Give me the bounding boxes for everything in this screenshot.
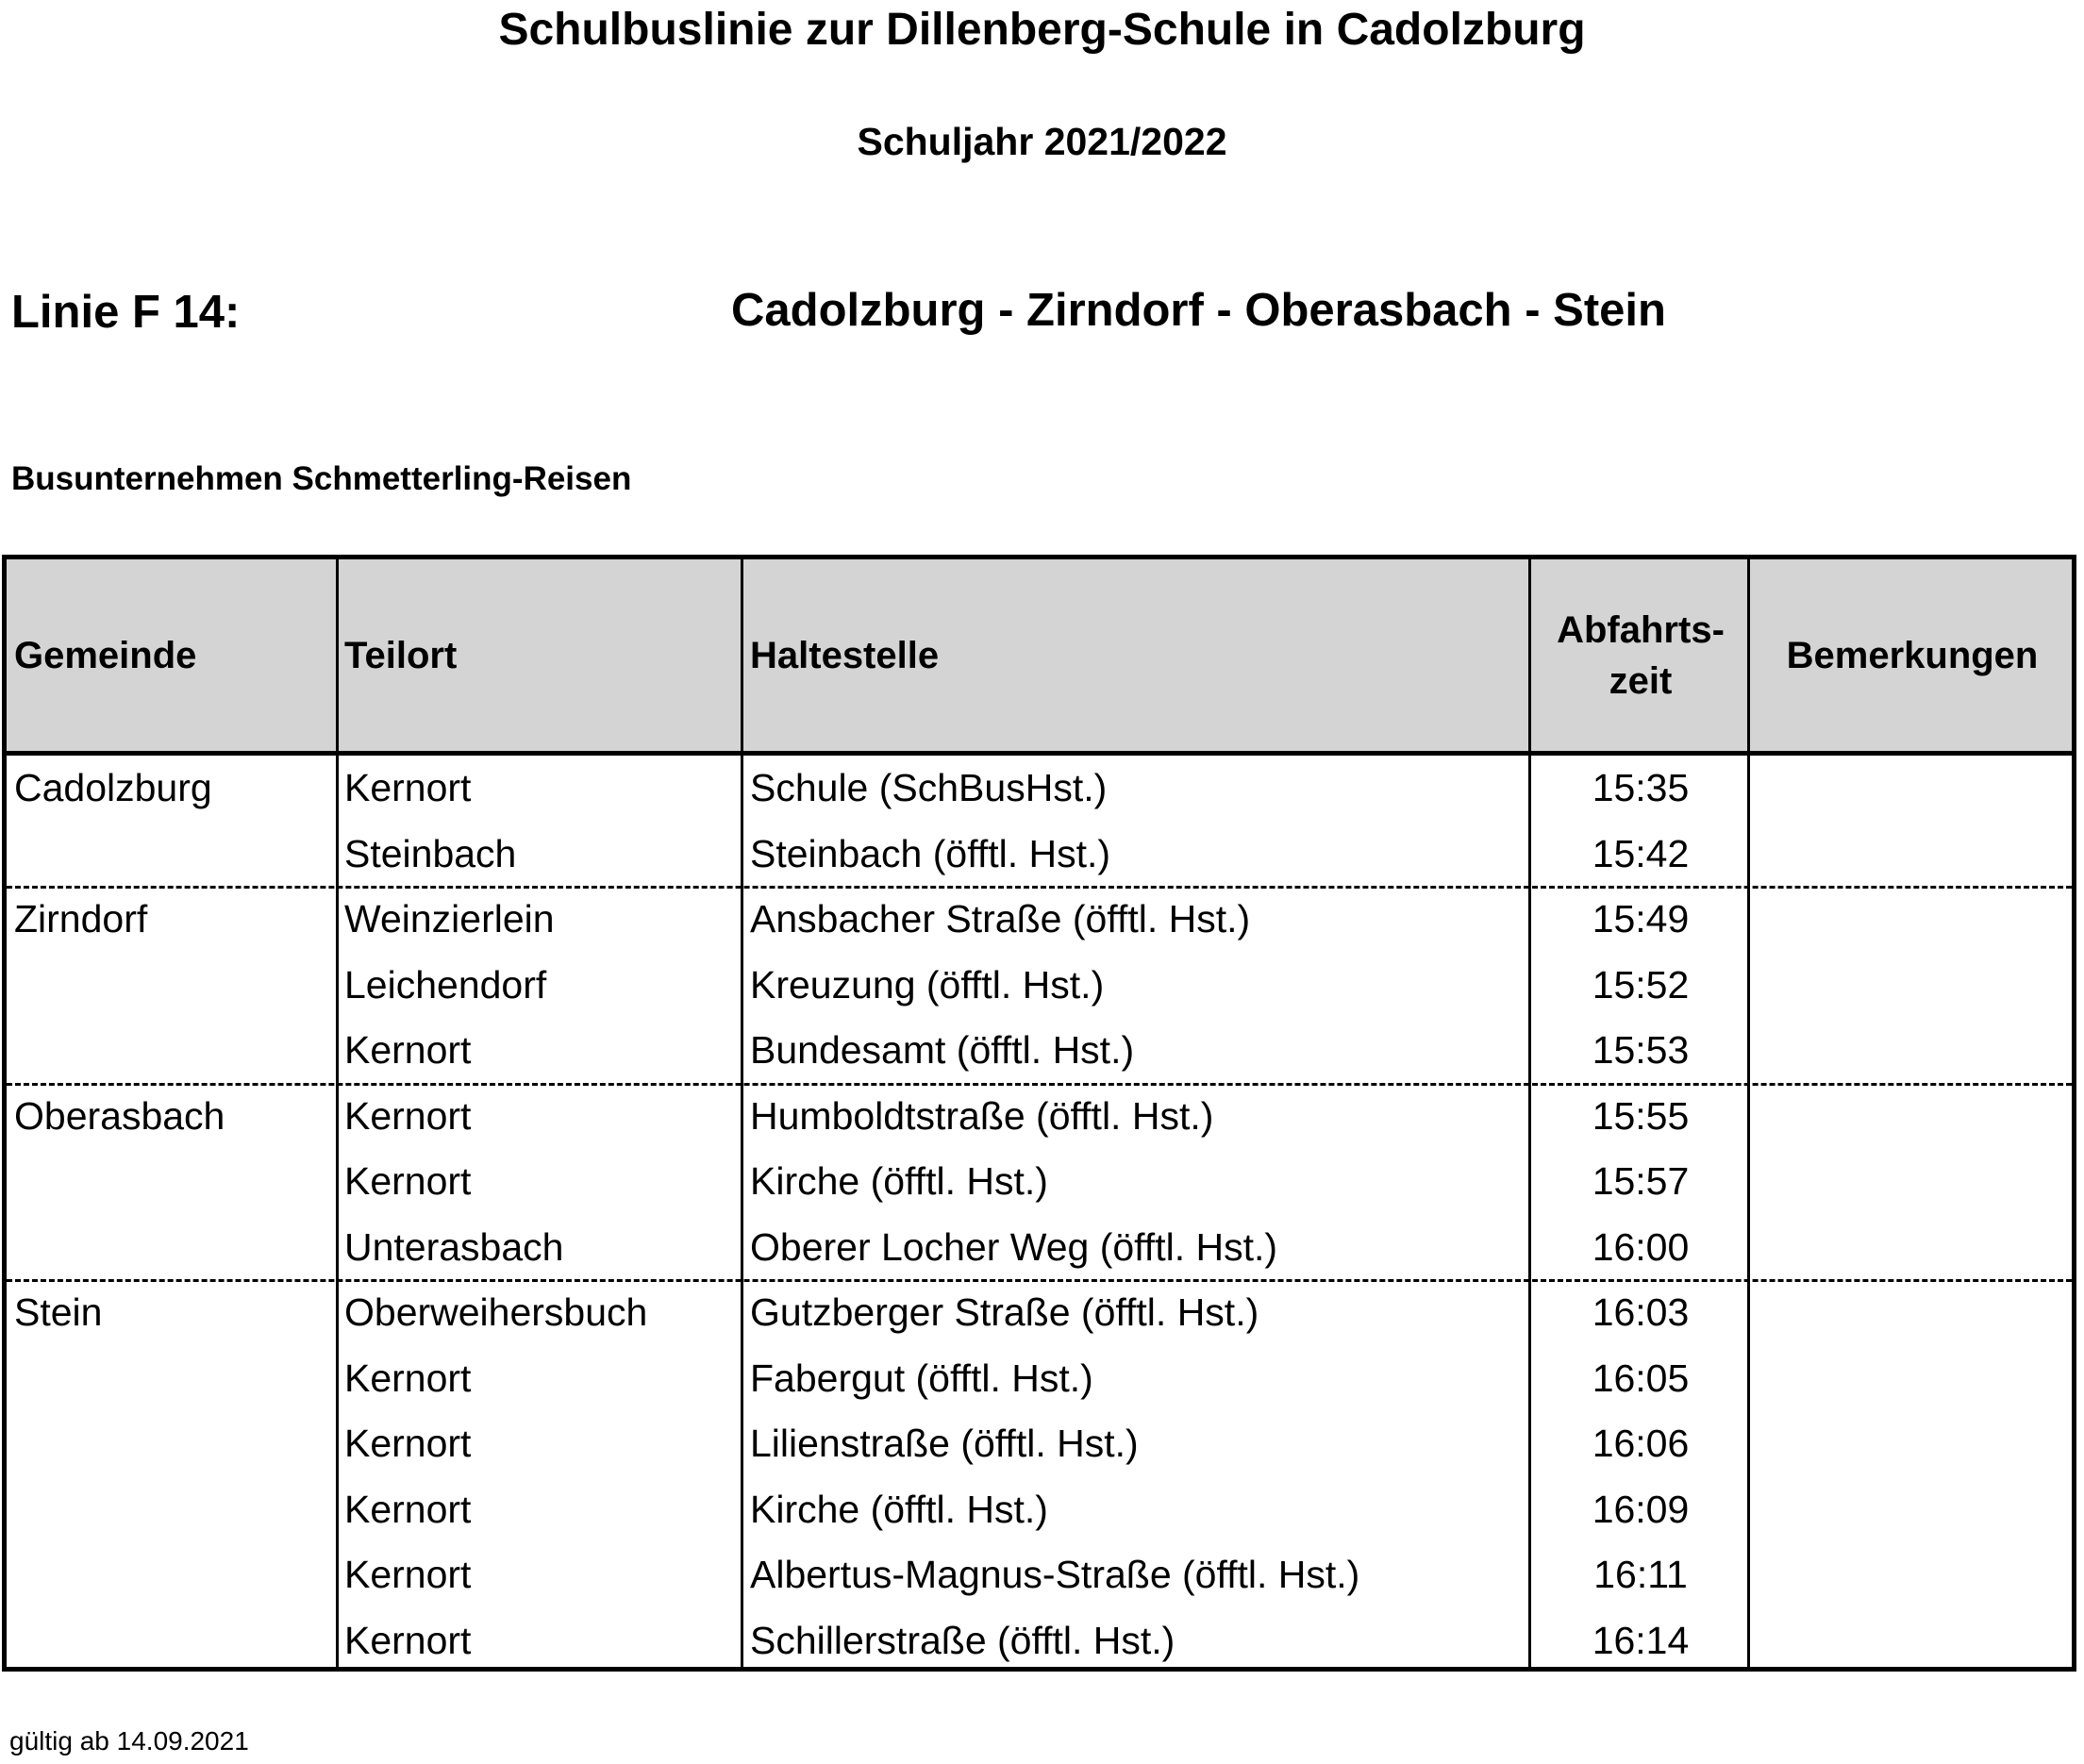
cell-abfahrtszeit: 15:57 xyxy=(1592,1159,1690,1204)
cell-haltestelle: Humboldtstraße (öfftl. Hst.) xyxy=(750,1093,1214,1138)
cell-haltestelle: Schillerstraße (öfftl. Hst.) xyxy=(750,1618,1175,1662)
cell-bemerkung xyxy=(1752,1542,2073,1608)
header-teilort: Teilort xyxy=(344,634,458,676)
cell-abfahrtszeit: 16:14 xyxy=(1592,1618,1690,1662)
cell-abfahrtszeit: 15:49 xyxy=(1592,897,1690,941)
table-row xyxy=(7,1608,2072,1674)
cell-teilort: Kernort xyxy=(344,1553,472,1597)
cell-teilort: Oberweihersbuch xyxy=(344,1290,648,1335)
cell-haltestelle: Ansbacher Straße (öfftl. Hst.) xyxy=(750,897,1251,941)
route-description: Cadolzburg - Zirndorf - Oberasbach - Stein xyxy=(731,285,1666,336)
cell-teilort: Leichendorf xyxy=(344,962,547,1007)
column-divider xyxy=(1528,559,1531,1667)
header-haltestelle: Haltestelle xyxy=(750,634,940,676)
cell-abfahrtszeit: 16:06 xyxy=(1592,1422,1690,1466)
cell-abfahrtszeit: 15:55 xyxy=(1592,1093,1690,1138)
cell-teilort: Kernort xyxy=(344,766,472,810)
cell-teilort: Kernort xyxy=(344,1093,472,1138)
cell-haltestelle: Schule (SchBusHst.) xyxy=(750,766,1108,810)
cell-teilort: Steinbach xyxy=(344,831,517,875)
cell-gemeinde: Oberasbach xyxy=(14,1093,225,1138)
cell-teilort: Kernort xyxy=(344,1356,472,1400)
cell-haltestelle: Fabergut (öfftl. Hst.) xyxy=(750,1356,1093,1400)
cell-haltestelle: Gutzberger Straße (öfftl. Hst.) xyxy=(750,1290,1259,1335)
header-bemerkungen: Bemerkungen xyxy=(1786,634,2039,676)
cell-haltestelle: Steinbach (öfftl. Hst.) xyxy=(750,831,1111,875)
cell-bemerkung xyxy=(1752,756,2073,822)
table-row xyxy=(7,1149,2072,1215)
cell-gemeinde: Stein xyxy=(14,1290,103,1335)
header-abfahrtszeit xyxy=(1532,559,1749,751)
school-year: Schuljahr 2021/2022 xyxy=(857,120,1227,163)
timetable xyxy=(2,555,2076,1672)
cell-teilort: Kernort xyxy=(344,1487,472,1531)
cell-teilort: Kernort xyxy=(344,1159,472,1204)
table-row xyxy=(7,1411,2072,1477)
cell-abfahrtszeit: 16:09 xyxy=(1592,1487,1690,1531)
table-row xyxy=(7,1280,2072,1346)
cell-abfahrtszeit: 15:52 xyxy=(1592,962,1690,1007)
cell-abfahrtszeit: 15:35 xyxy=(1592,766,1690,810)
cell-bemerkung xyxy=(1752,1149,2073,1215)
table-row xyxy=(7,1084,2072,1150)
cell-bemerkung xyxy=(1752,1411,2073,1477)
cell-haltestelle: Albertus-Magnus-Straße (öfftl. Hst.) xyxy=(750,1553,1360,1597)
cell-bemerkung xyxy=(1752,1215,2073,1281)
table-row xyxy=(7,1346,2072,1412)
cell-abfahrtszeit: 16:03 xyxy=(1592,1290,1690,1335)
table-row xyxy=(7,1542,2072,1608)
table-header xyxy=(7,559,2072,756)
document-title: Schulbuslinie zur Dillenberg-Schule in Cadolzburg xyxy=(498,5,1586,55)
cell-bemerkung xyxy=(1752,1280,2073,1346)
cell-haltestelle: Kreuzung (öfftl. Hst.) xyxy=(750,962,1105,1007)
cell-bemerkung xyxy=(1752,1477,2073,1543)
cell-abfahrtszeit: 16:11 xyxy=(1593,1553,1688,1597)
cell-gemeinde: Zirndorf xyxy=(14,897,148,941)
cell-bemerkung xyxy=(1752,953,2073,1019)
cell-haltestelle: Kirche (öfftl. Hst.) xyxy=(750,1487,1048,1531)
cell-bemerkung xyxy=(1752,1084,2073,1150)
cell-bemerkung xyxy=(1752,887,2073,953)
cell-haltestelle: Lilienstraße (öfftl. Hst.) xyxy=(750,1422,1139,1466)
cell-abfahrtszeit: 15:53 xyxy=(1592,1028,1690,1073)
table-row xyxy=(7,756,2072,822)
cell-abfahrtszeit: 15:42 xyxy=(1592,831,1690,875)
cell-teilort: Kernort xyxy=(344,1028,472,1073)
table-row xyxy=(7,887,2072,953)
cell-bemerkung xyxy=(1752,1346,2073,1412)
cell-teilort: Kernort xyxy=(344,1422,472,1466)
column-divider xyxy=(741,559,743,1667)
cell-haltestelle: Bundesamt (öfftl. Hst.) xyxy=(750,1028,1135,1073)
header-gemeinde: Gemeinde xyxy=(14,634,197,676)
cell-haltestelle: Oberer Locher Weg (öfftl. Hst.) xyxy=(750,1224,1278,1269)
cell-abfahrtszeit: 16:00 xyxy=(1592,1224,1690,1269)
header-abfahrtszeit-line1: Abfahrts- xyxy=(1557,608,1725,651)
column-divider xyxy=(1747,559,1750,1667)
cell-abfahrtszeit: 16:05 xyxy=(1592,1356,1690,1400)
cell-teilort: Kernort xyxy=(344,1618,472,1662)
table-row xyxy=(7,822,2072,888)
cell-teilort: Weinzierlein xyxy=(344,897,555,941)
bus-operator: Busunternehmen Schmetterling-Reisen xyxy=(11,460,632,497)
cell-bemerkung xyxy=(1752,1018,2073,1084)
table-row xyxy=(7,1477,2072,1543)
cell-bemerkung xyxy=(1752,1608,2073,1674)
table-row xyxy=(7,1018,2072,1084)
line-label: Linie F 14: xyxy=(11,287,241,338)
table-row xyxy=(7,953,2072,1019)
header-abfahrtszeit-line2: zeit xyxy=(1609,659,1673,702)
cell-bemerkung xyxy=(1752,822,2073,888)
validity-note: gültig ab 14.09.2021 xyxy=(9,1726,249,1756)
cell-gemeinde: Cadolzburg xyxy=(14,766,212,810)
cell-teilort: Unterasbach xyxy=(344,1224,564,1269)
cell-haltestelle: Kirche (öfftl. Hst.) xyxy=(750,1159,1048,1204)
table-row xyxy=(7,1215,2072,1281)
column-divider xyxy=(336,559,339,1667)
